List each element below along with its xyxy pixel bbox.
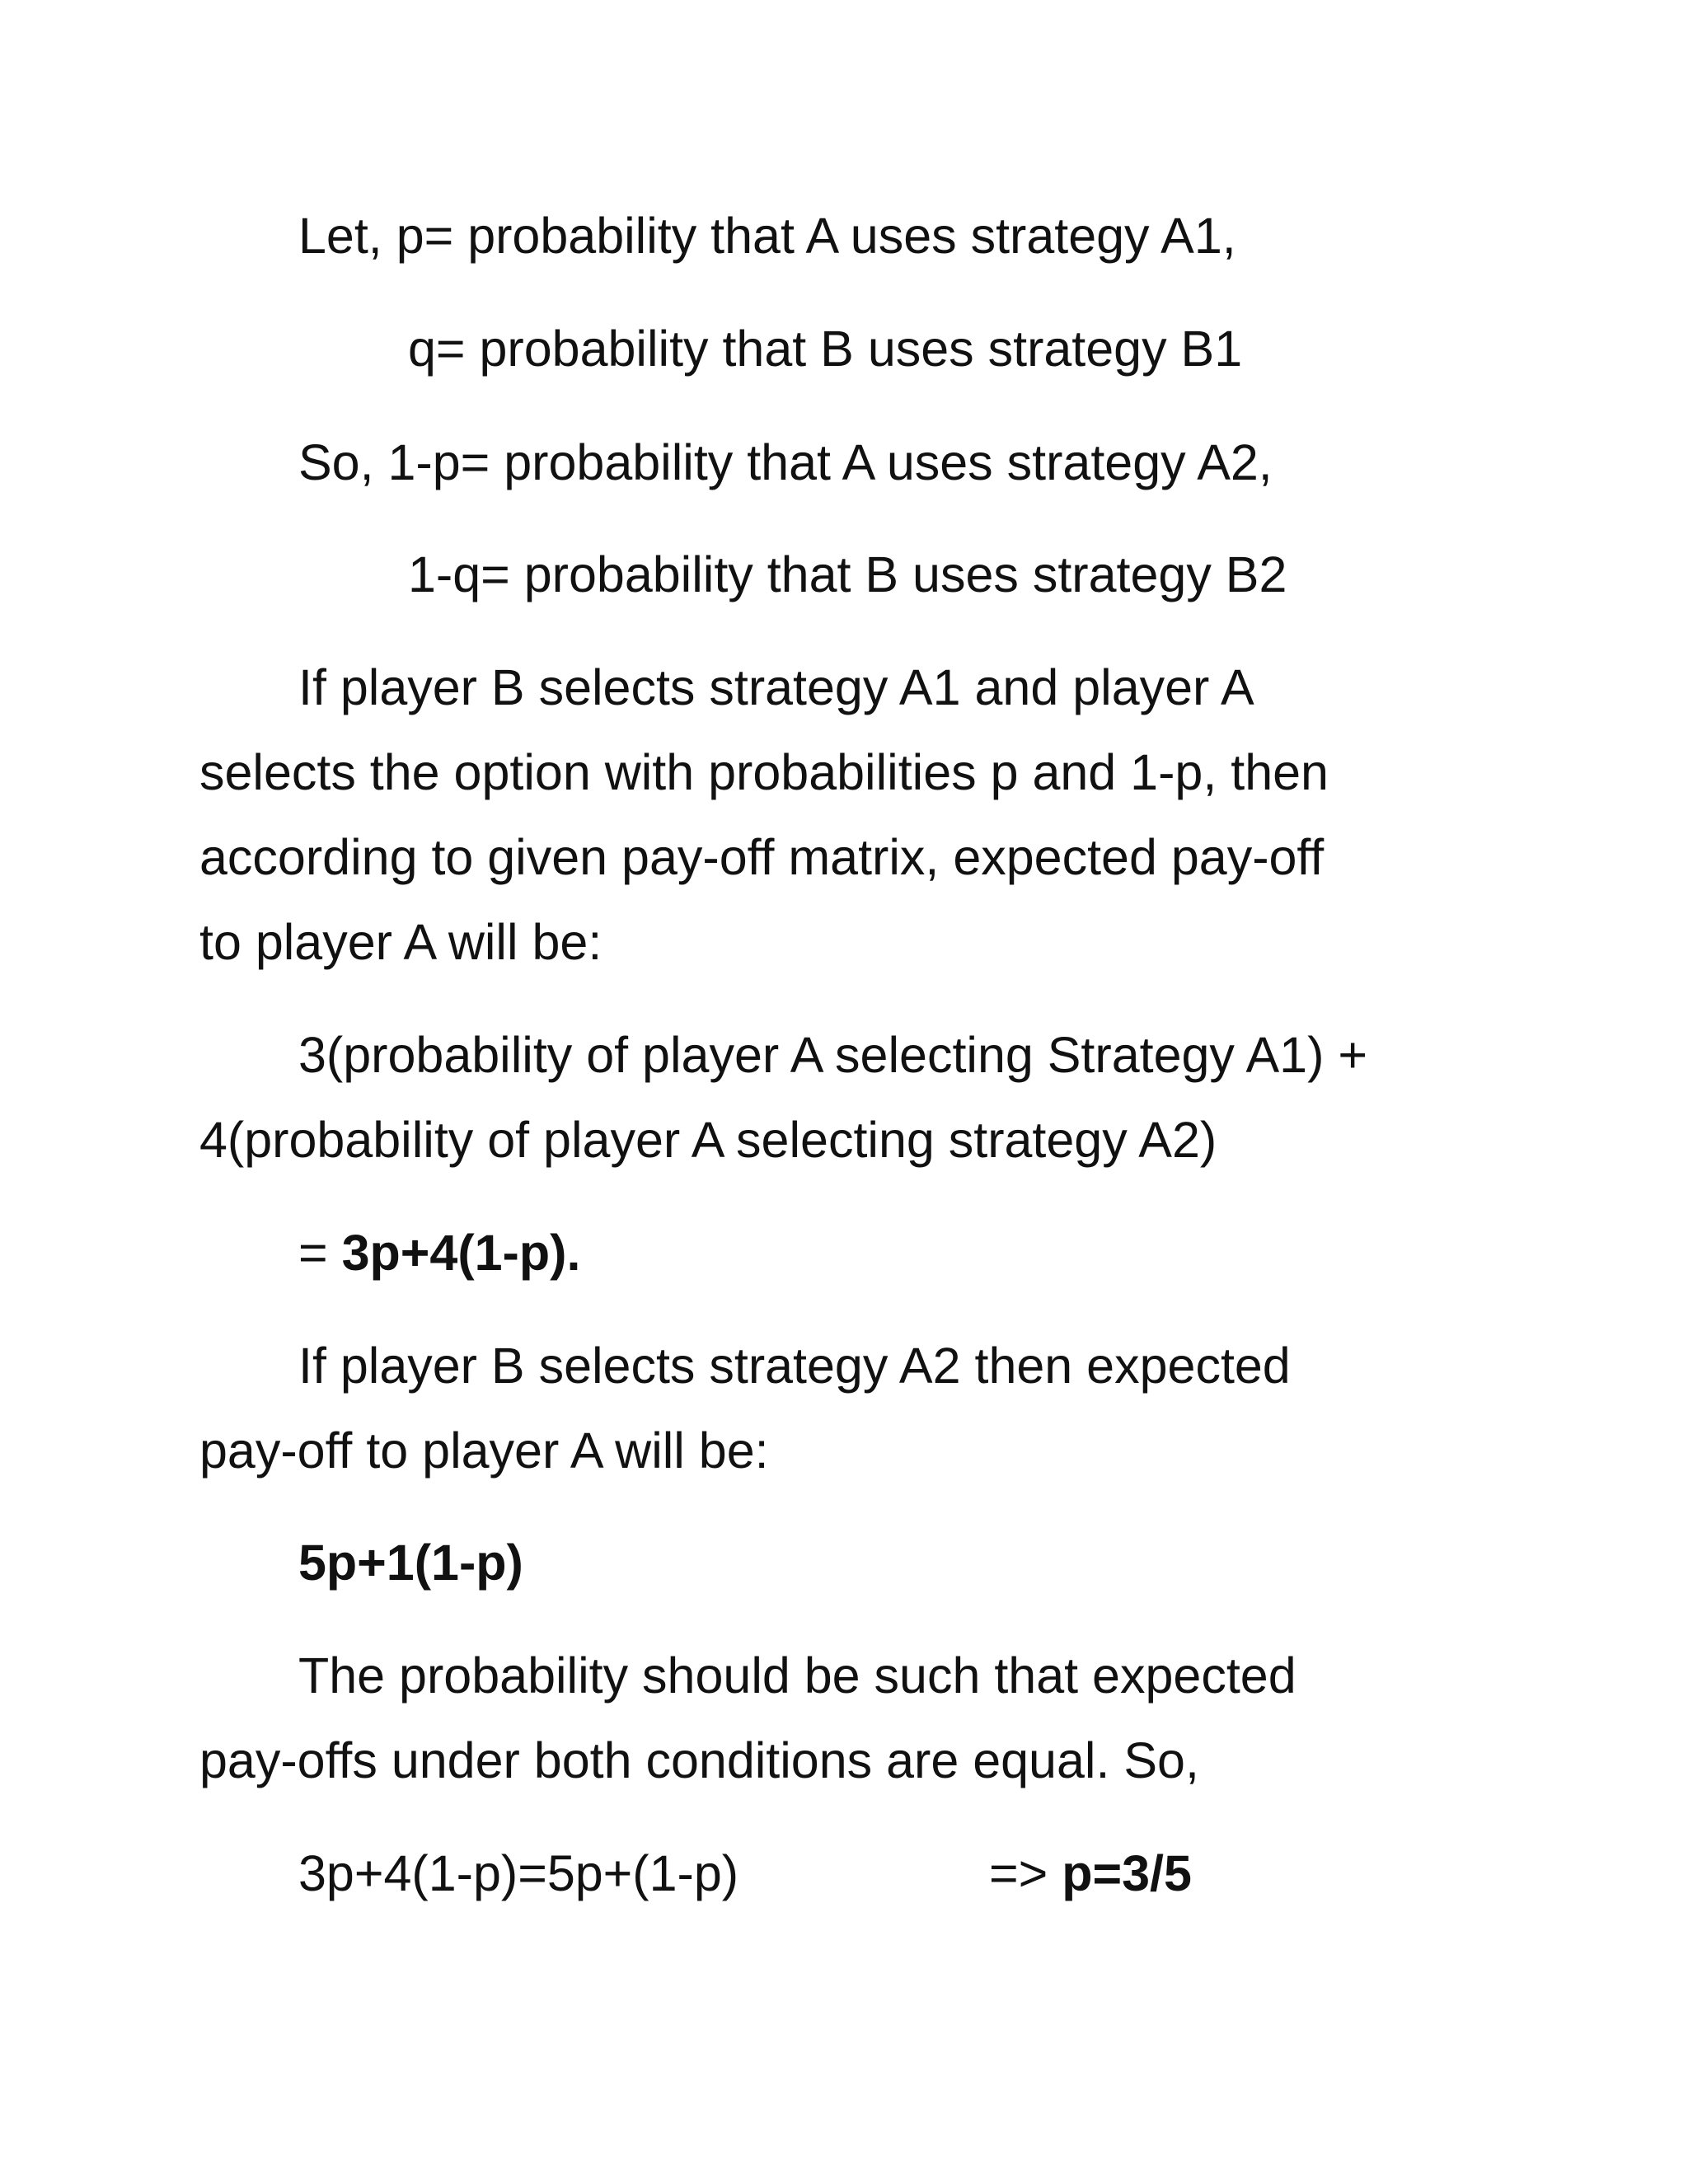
definition-q: q= probability that B uses strategy B1 — [408, 321, 1243, 377]
definition-1-minus-p: So, 1-p= probability that A uses strategy A2, — [298, 434, 1273, 490]
expected-payoff-line-1: 3(probability of player A selecting Strategy A1) + — [298, 1027, 1367, 1083]
paragraph-a1-line-3: according to given pay-off matrix, expected pay-off — [199, 829, 1325, 885]
equation: 3p+4(1-p)=5p+(1-p) — [298, 1845, 739, 1901]
solution-value: p=3/5 — [1062, 1845, 1192, 1901]
paragraph-a1-line-2: selects the option with probabilities p and 1-p, then — [199, 744, 1329, 800]
condition-line-1: The probability should be such that expected — [298, 1647, 1296, 1704]
paragraph-a1-line-4: to player A will be: — [199, 914, 603, 970]
solution — [989, 1845, 1192, 1901]
expected-payoff-line-2: 4(probability of player A selecting strategy A2) — [199, 1112, 1217, 1168]
paragraph-a2-line-2: pay-off to player A will be: — [199, 1422, 769, 1479]
equals-sign: = — [298, 1225, 342, 1281]
definition-1-minus-q: 1-q= probability that B uses strategy B2 — [408, 546, 1287, 602]
implies-arrow: => — [989, 1845, 1062, 1901]
paragraph-a2-line-1: If player B selects strategy A2 then expected — [298, 1338, 1291, 1394]
definition-p: Let, p= probability that A uses strategy A1, — [298, 208, 1236, 264]
paragraph-a1-line-1: If player B selects strategy A1 and player A — [298, 659, 1254, 715]
expression-a2: 5p+1(1-p) — [298, 1535, 523, 1591]
expression-a1: 3p+4(1-p). — [341, 1225, 581, 1281]
expected-payoff-a1-result — [298, 1225, 581, 1281]
condition-line-2: pay-offs under both conditions are equal. So, — [199, 1732, 1199, 1788]
